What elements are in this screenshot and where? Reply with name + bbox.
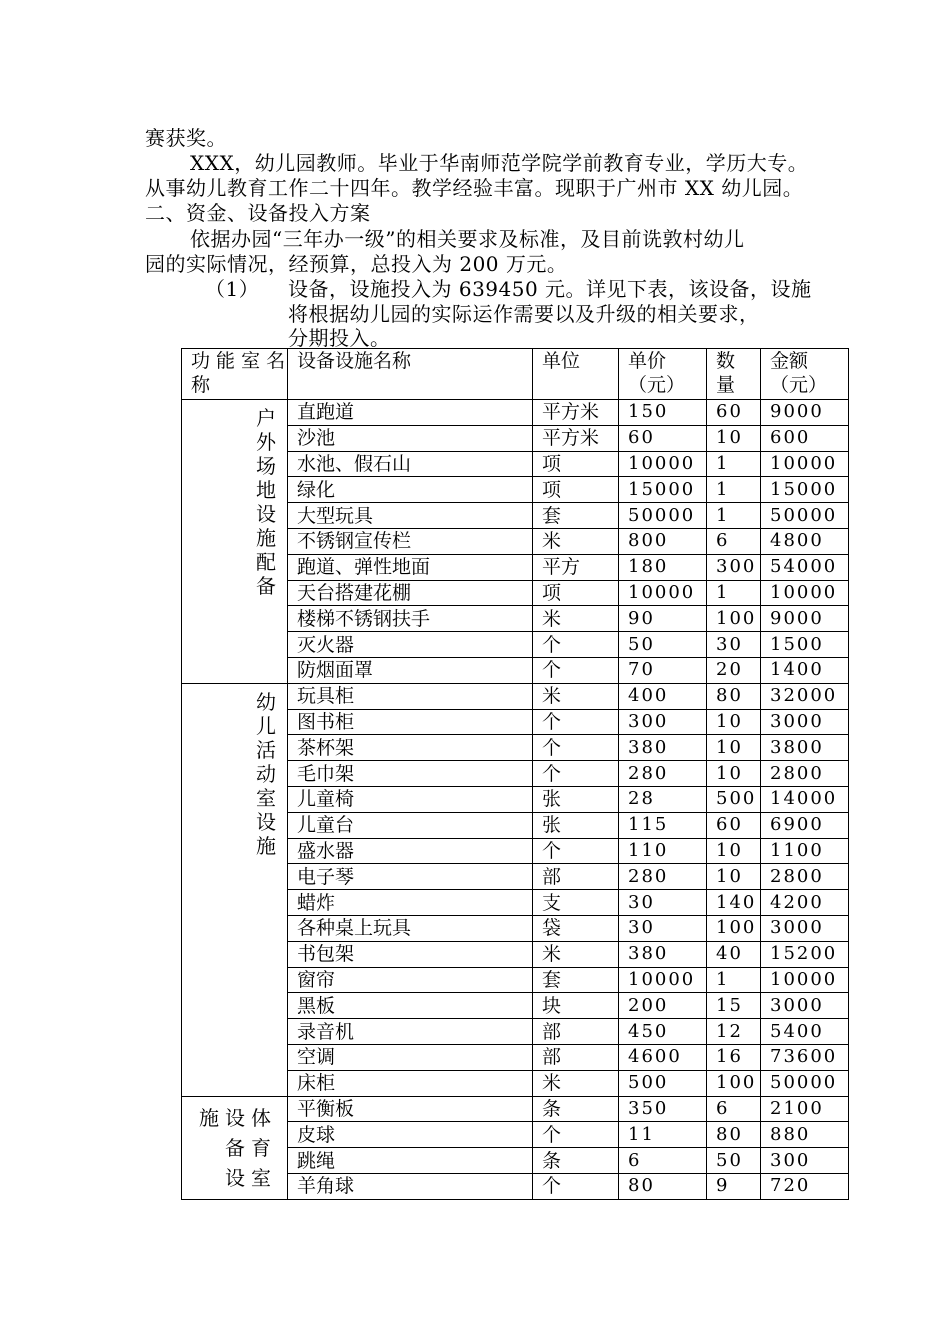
- cell-item: 沙池: [288, 425, 533, 451]
- cell-item: 绿化: [288, 477, 533, 503]
- cell-price: 4600: [619, 1044, 707, 1070]
- cell-qty: 1: [707, 451, 761, 477]
- cell-item: 盛水器: [288, 838, 533, 864]
- cell-unit: 米: [533, 606, 619, 632]
- cell-unit: 米: [533, 683, 619, 709]
- cell-unit: 个: [533, 735, 619, 761]
- group-label-cell: [182, 1096, 288, 1199]
- cell-amount: 10000: [761, 967, 849, 993]
- cell-price: 150: [619, 400, 707, 426]
- cell-price: 11: [619, 1122, 707, 1148]
- cell-price: 500: [619, 1070, 707, 1096]
- cell-unit: 个: [533, 1122, 619, 1148]
- cell-item: 各种桌上玩具: [288, 915, 533, 941]
- cell-amount: 2100: [761, 1096, 849, 1122]
- cell-item: 平衡板: [288, 1096, 533, 1122]
- cell-qty: 10: [707, 709, 761, 735]
- list-item-line: 分期投入。: [288, 326, 391, 350]
- cell-amount: 2800: [761, 761, 849, 787]
- header-price: 单价（元）: [619, 349, 707, 400]
- cell-price: 90: [619, 606, 707, 632]
- cell-qty: 80: [707, 1122, 761, 1148]
- cell-qty: 15: [707, 993, 761, 1019]
- cell-qty: 80: [707, 683, 761, 709]
- cell-amount: 50000: [761, 1070, 849, 1096]
- cell-amount: 32000: [761, 683, 849, 709]
- table-row: [182, 1096, 849, 1122]
- cell-amount: 15200: [761, 941, 849, 967]
- cell-item: 大型玩具: [288, 503, 533, 529]
- cell-amount: 720: [761, 1173, 849, 1199]
- cell-unit: 平方米: [533, 400, 619, 426]
- cell-price: 50000: [619, 503, 707, 529]
- cell-qty: 40: [707, 941, 761, 967]
- cell-qty: 30: [707, 632, 761, 658]
- cell-unit: 米: [533, 528, 619, 554]
- cell-price: 350: [619, 1096, 707, 1122]
- cell-amount: 3000: [761, 709, 849, 735]
- group-label: 施设体 备育 设室: [199, 1105, 277, 1190]
- cell-price: 30: [619, 890, 707, 916]
- cell-item: 防烟面罩: [288, 657, 533, 683]
- list-marker: （1）: [205, 277, 260, 301]
- cell-unit: 项: [533, 477, 619, 503]
- cell-unit: 块: [533, 993, 619, 1019]
- cell-unit: 项: [533, 451, 619, 477]
- header-amount: 金额（元）: [761, 349, 849, 400]
- cell-qty: 100: [707, 606, 761, 632]
- cell-unit: 个: [533, 761, 619, 787]
- paragraph-line: 从事幼儿教育工作二十四年。教学经验丰富。现职于广州市 XX 幼儿园。: [145, 176, 804, 200]
- cell-amount: 3000: [761, 915, 849, 941]
- cell-qty: 60: [707, 812, 761, 838]
- cell-qty: 1: [707, 580, 761, 606]
- cell-amount: 10000: [761, 580, 849, 606]
- cell-price: 50: [619, 632, 707, 658]
- cell-item: 直跑道: [288, 400, 533, 426]
- group-label: 幼儿活动室设施: [256, 689, 276, 858]
- cell-amount: 600: [761, 425, 849, 451]
- cell-price: 30: [619, 915, 707, 941]
- cell-qty: 500: [707, 786, 761, 812]
- cell-amount: 50000: [761, 503, 849, 529]
- cell-item: 录音机: [288, 1019, 533, 1045]
- cell-item: 羊角球: [288, 1173, 533, 1199]
- cell-amount: 1100: [761, 838, 849, 864]
- cell-price: 110: [619, 838, 707, 864]
- cell-item: 毛巾架: [288, 761, 533, 787]
- cell-qty: 6: [707, 528, 761, 554]
- cell-price: 300: [619, 709, 707, 735]
- cell-qty: 60: [707, 400, 761, 426]
- cell-qty: 16: [707, 1044, 761, 1070]
- header-item: 设备设施名称: [288, 349, 533, 400]
- paragraph-line: 依据办园“三年办一级”的相关要求及标准，及目前诜敦村幼儿: [190, 227, 745, 251]
- cell-unit: 袋: [533, 915, 619, 941]
- header-room: 功 能 室 名称: [182, 349, 288, 400]
- cell-unit: 米: [533, 941, 619, 967]
- cell-qty: 20: [707, 657, 761, 683]
- list-item-line: 设备，设施投入为 639450 元。详见下表，该设备，设施: [288, 277, 812, 301]
- cell-price: 380: [619, 941, 707, 967]
- cell-item: 水池、假石山: [288, 451, 533, 477]
- cell-qty: 140: [707, 890, 761, 916]
- section-heading: 二、资金、设备投入方案: [145, 201, 371, 225]
- cell-qty: 9: [707, 1173, 761, 1199]
- cell-amount: 1400: [761, 657, 849, 683]
- cell-item: 跑道、弹性地面: [288, 554, 533, 580]
- cell-price: 10000: [619, 451, 707, 477]
- cell-amount: 14000: [761, 786, 849, 812]
- cell-unit: 部: [533, 864, 619, 890]
- cell-qty: 12: [707, 1019, 761, 1045]
- cell-price: 280: [619, 761, 707, 787]
- cell-item: 不锈钢宣传栏: [288, 528, 533, 554]
- paragraph-line: XXX，幼儿园教师。毕业于华南师范学院学前教育专业，学历大专。: [190, 151, 809, 175]
- cell-unit: 个: [533, 709, 619, 735]
- cell-price: 200: [619, 993, 707, 1019]
- cell-item: 图书柜: [288, 709, 533, 735]
- cell-item: 儿童椅: [288, 786, 533, 812]
- cell-unit: 个: [533, 838, 619, 864]
- cell-item: 灭火器: [288, 632, 533, 658]
- cell-amount: 300: [761, 1148, 849, 1174]
- cell-price: 800: [619, 528, 707, 554]
- cell-unit: 套: [533, 967, 619, 993]
- cell-price: 60: [619, 425, 707, 451]
- paragraph-line: 园的实际情况，经预算，总投入为 200 万元。: [145, 252, 568, 276]
- cell-unit: 张: [533, 786, 619, 812]
- header-unit: 单位: [533, 349, 619, 400]
- cell-item: 皮球: [288, 1122, 533, 1148]
- cell-amount: 9000: [761, 400, 849, 426]
- cell-item: 天台搭建花棚: [288, 580, 533, 606]
- cell-qty: 1: [707, 967, 761, 993]
- cell-item: 跳绳: [288, 1148, 533, 1174]
- cell-amount: 880: [761, 1122, 849, 1148]
- table-row: [182, 683, 849, 709]
- cell-qty: 10: [707, 735, 761, 761]
- cell-price: 10000: [619, 967, 707, 993]
- cell-amount: 54000: [761, 554, 849, 580]
- cell-qty: 10: [707, 838, 761, 864]
- cell-qty: 10: [707, 864, 761, 890]
- equipment-budget-table: [181, 348, 849, 1200]
- cell-qty: 1: [707, 477, 761, 503]
- cell-unit: 个: [533, 657, 619, 683]
- cell-price: 115: [619, 812, 707, 838]
- cell-item: 茶杯架: [288, 735, 533, 761]
- cell-amount: 3000: [761, 993, 849, 1019]
- cell-price: 15000: [619, 477, 707, 503]
- cell-unit: 支: [533, 890, 619, 916]
- cell-unit: 平方: [533, 554, 619, 580]
- cell-price: 380: [619, 735, 707, 761]
- cell-unit: 部: [533, 1044, 619, 1070]
- cell-qty: 10: [707, 761, 761, 787]
- cell-qty: 100: [707, 915, 761, 941]
- cell-item: 儿童台: [288, 812, 533, 838]
- cell-item: 空调: [288, 1044, 533, 1070]
- cell-item: 黑板: [288, 993, 533, 1019]
- cell-price: 6: [619, 1148, 707, 1174]
- cell-item: 蜡炸: [288, 890, 533, 916]
- cell-unit: 米: [533, 1070, 619, 1096]
- cell-item: 窗帘: [288, 967, 533, 993]
- cell-price: 400: [619, 683, 707, 709]
- list-item-line: 将根据幼儿园的实际运作需要以及升级的相关要求，: [288, 302, 760, 326]
- cell-item: 书包架: [288, 941, 533, 967]
- table-header-row: [182, 349, 849, 400]
- cell-qty: 10: [707, 425, 761, 451]
- cell-amount: 2800: [761, 864, 849, 890]
- cell-amount: 73600: [761, 1044, 849, 1070]
- header-qty: 数量: [707, 349, 761, 400]
- cell-qty: 1: [707, 503, 761, 529]
- cell-amount: 9000: [761, 606, 849, 632]
- cell-amount: 4800: [761, 528, 849, 554]
- cell-amount: 10000: [761, 451, 849, 477]
- cell-item: 玩具柜: [288, 683, 533, 709]
- cell-item: 床柜: [288, 1070, 533, 1096]
- cell-price: 70: [619, 657, 707, 683]
- cell-amount: 3800: [761, 735, 849, 761]
- cell-unit: 张: [533, 812, 619, 838]
- cell-unit: 条: [533, 1148, 619, 1174]
- cell-unit: 部: [533, 1019, 619, 1045]
- cell-price: 180: [619, 554, 707, 580]
- cell-amount: 5400: [761, 1019, 849, 1045]
- cell-qty: 300: [707, 554, 761, 580]
- cell-unit: 平方米: [533, 425, 619, 451]
- cell-price: 280: [619, 864, 707, 890]
- cell-unit: 个: [533, 1173, 619, 1199]
- group-label-cell: [182, 400, 288, 684]
- group-label: 户外场地设施配备: [256, 406, 276, 598]
- cell-qty: 50: [707, 1148, 761, 1174]
- cell-unit: 个: [533, 632, 619, 658]
- cell-qty: 6: [707, 1096, 761, 1122]
- cell-price: 10000: [619, 580, 707, 606]
- cell-price: 450: [619, 1019, 707, 1045]
- table-row: [182, 400, 849, 426]
- cell-qty: 100: [707, 1070, 761, 1096]
- cell-unit: 条: [533, 1096, 619, 1122]
- cell-price: 28: [619, 786, 707, 812]
- cell-price: 80: [619, 1173, 707, 1199]
- cell-amount: 6900: [761, 812, 849, 838]
- cell-unit: 套: [533, 503, 619, 529]
- cell-unit: 项: [533, 580, 619, 606]
- paragraph-line: 赛获奖。: [145, 126, 227, 150]
- group-label-cell: [182, 683, 288, 1096]
- cell-item: 电子琴: [288, 864, 533, 890]
- cell-item: 楼梯不锈钢扶手: [288, 606, 533, 632]
- cell-amount: 4200: [761, 890, 849, 916]
- cell-amount: 15000: [761, 477, 849, 503]
- cell-amount: 1500: [761, 632, 849, 658]
